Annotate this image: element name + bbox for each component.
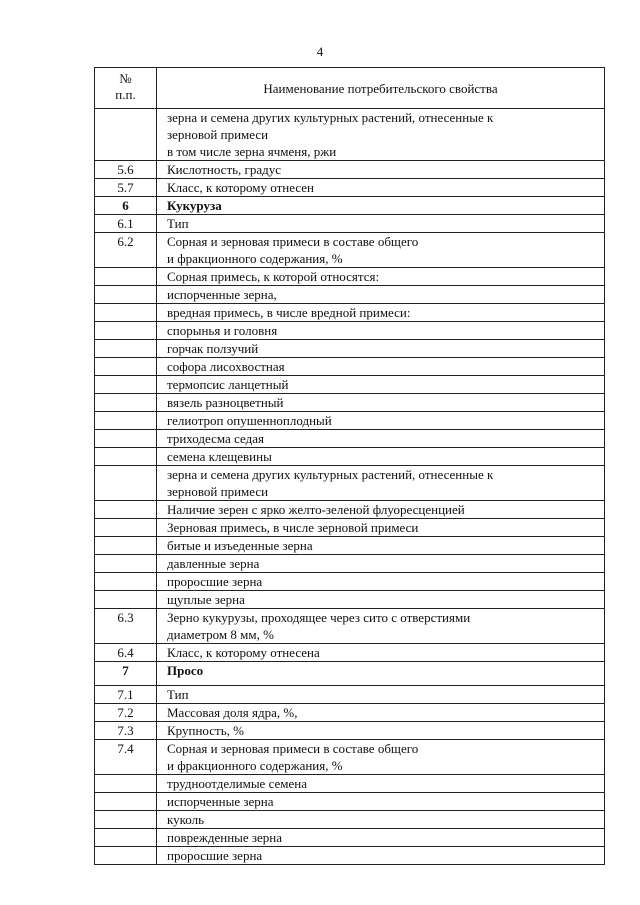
row-property-cell <box>157 775 605 793</box>
row-property-cell <box>157 430 605 448</box>
property-text-line: Просо <box>167 663 204 678</box>
row-number-cell: 6.3 <box>95 609 157 644</box>
property-text-line: гелиотроп опушенноплодный <box>167 413 332 428</box>
property-text-line: софора лисохвостная <box>167 359 285 374</box>
property-text-line: Сорная и зерновая примеси в составе общего <box>167 741 419 756</box>
row-number-cell <box>95 448 157 466</box>
row-property-cell <box>157 358 605 376</box>
table-row <box>95 322 605 340</box>
row-property-cell <box>157 662 605 686</box>
row-number-cell <box>95 793 157 811</box>
row-property-cell <box>157 591 605 609</box>
row-number-cell <box>95 519 157 537</box>
row-number-cell: 6.1 <box>95 215 157 233</box>
row-number-cell: 5.6 <box>95 161 157 179</box>
property-text-line: куколь <box>167 812 205 827</box>
property-text-line: Класс, к которому отнесена <box>167 645 320 660</box>
page-number: 4 <box>316 44 324 59</box>
row-property-cell <box>157 573 605 591</box>
row-property-cell <box>157 466 605 501</box>
table-row <box>95 233 605 268</box>
row-property-cell <box>157 376 605 394</box>
property-text-line: Тип <box>167 216 189 231</box>
property-text-line: давленные зерна <box>167 556 260 571</box>
row-number-cell <box>95 322 157 340</box>
property-text-line: проросшие зерна <box>167 574 263 589</box>
table-row <box>95 644 605 662</box>
row-property-cell <box>157 233 605 268</box>
row-number-cell: 5.7 <box>95 179 157 197</box>
table-row <box>95 847 605 865</box>
property-text-line: зерновой примеси <box>167 484 269 499</box>
table-row <box>95 573 605 591</box>
table-row <box>95 662 605 686</box>
row-number-cell: 6.4 <box>95 644 157 662</box>
property-text-line: поврежденные зерна <box>167 830 283 845</box>
row-number-cell <box>95 412 157 430</box>
property-text-line: зерновой примеси <box>167 127 269 142</box>
property-text-line: и фракционного содержания, % <box>167 251 343 266</box>
row-number-cell <box>95 573 157 591</box>
header-name-cell: Наименование потребительского свойства <box>157 68 605 109</box>
row-property-cell <box>157 161 605 179</box>
row-property-cell <box>157 519 605 537</box>
property-text-line: диаметром 8 мм, % <box>167 627 274 642</box>
table-row <box>95 215 605 233</box>
row-number-cell <box>95 358 157 376</box>
table-row <box>95 793 605 811</box>
row-property-cell <box>157 322 605 340</box>
row-number-cell <box>95 466 157 501</box>
property-text-line: в том числе зерна ячменя, ржи <box>167 144 337 159</box>
row-number-cell: 7.3 <box>95 722 157 740</box>
row-property-cell <box>157 811 605 829</box>
row-property-cell <box>157 109 605 161</box>
property-text-line: проросшие зерна <box>167 848 263 863</box>
properties-table <box>94 67 605 865</box>
row-number-cell <box>95 268 157 286</box>
property-text-line: и фракционного содержания, % <box>167 758 343 773</box>
row-property-cell <box>157 609 605 644</box>
row-property-cell <box>157 215 605 233</box>
table-row <box>95 537 605 555</box>
table-row <box>95 555 605 573</box>
table-row <box>95 304 605 322</box>
table-row <box>95 412 605 430</box>
property-text-line: Класс, к которому отнесен <box>167 180 314 195</box>
row-property-cell <box>157 179 605 197</box>
row-property-cell <box>157 829 605 847</box>
row-property-cell <box>157 286 605 304</box>
table-row <box>95 376 605 394</box>
property-text-line: спорынья и головня <box>167 323 278 338</box>
row-property-cell <box>157 304 605 322</box>
table-header-row <box>95 68 605 109</box>
table-row <box>95 161 605 179</box>
table-row <box>95 358 605 376</box>
table-row <box>95 340 605 358</box>
property-text-line: семена клещевины <box>167 449 272 464</box>
row-number-cell <box>95 829 157 847</box>
row-property-cell <box>157 722 605 740</box>
row-number-cell <box>95 109 157 161</box>
row-number-cell <box>95 501 157 519</box>
row-property-cell <box>157 340 605 358</box>
property-text-line: Зерно кукурузы, проходящее через сито с отверстиями <box>167 610 471 625</box>
table-row <box>95 179 605 197</box>
table-row <box>95 197 605 215</box>
table-row <box>95 829 605 847</box>
row-number-cell: 6.2 <box>95 233 157 268</box>
row-property-cell <box>157 847 605 865</box>
row-number-cell <box>95 430 157 448</box>
table-row <box>95 704 605 722</box>
row-number-cell <box>95 394 157 412</box>
property-text-line: горчак ползучий <box>167 341 259 356</box>
property-text-line: Массовая доля ядра, %, <box>167 705 298 720</box>
table-row <box>95 609 605 644</box>
row-property-cell <box>157 704 605 722</box>
row-property-cell <box>157 501 605 519</box>
table-row <box>95 811 605 829</box>
property-text-line: Сорная примесь, к которой относятся: <box>167 269 380 284</box>
row-property-cell <box>157 644 605 662</box>
table-row <box>95 394 605 412</box>
property-text-line: битые и изъеденные зерна <box>167 538 313 553</box>
table-row <box>95 722 605 740</box>
row-property-cell <box>157 268 605 286</box>
property-text-line: вязель разноцветный <box>167 395 284 410</box>
header-number-cell <box>95 68 157 109</box>
row-number-cell: 7.2 <box>95 704 157 722</box>
header-number-symbol: № <box>119 71 132 86</box>
row-number-cell: 7.1 <box>95 686 157 704</box>
row-property-cell <box>157 555 605 573</box>
row-number-cell: 7.4 <box>95 740 157 775</box>
row-property-cell <box>157 537 605 555</box>
row-number-cell <box>95 591 157 609</box>
table-row <box>95 430 605 448</box>
row-number-cell <box>95 537 157 555</box>
row-number-cell <box>95 847 157 865</box>
property-text-line: зерна и семена других культурных растений, отнесенные к <box>167 110 494 125</box>
table-row <box>95 519 605 537</box>
row-property-cell <box>157 740 605 775</box>
property-text-line: зерна и семена других культурных растений, отнесенные к <box>167 467 494 482</box>
row-number-cell <box>95 555 157 573</box>
table-row <box>95 775 605 793</box>
property-text-line: испорченные зерна, <box>167 287 277 302</box>
row-number-cell <box>95 376 157 394</box>
property-text-line: термопсис ланцетный <box>167 377 289 392</box>
property-text-line: трудноотделимые семена <box>167 776 307 791</box>
property-text-line: Зерновая примесь, в числе зерновой примеси <box>167 520 419 535</box>
table-row <box>95 740 605 775</box>
row-number-cell: 6 <box>95 197 157 215</box>
row-property-cell <box>157 686 605 704</box>
property-text-line: Сорная и зерновая примеси в составе общего <box>167 234 419 249</box>
table-row <box>95 109 605 161</box>
property-text-line: Тип <box>167 687 189 702</box>
property-text-line: испорченные зерна <box>167 794 274 809</box>
row-property-cell <box>157 448 605 466</box>
property-text-line: Наличие зерен с ярко желто-зеленой флуоресценцией <box>167 502 465 517</box>
row-property-cell <box>157 793 605 811</box>
row-property-cell <box>157 412 605 430</box>
row-number-cell: 7 <box>95 662 157 686</box>
property-text-line: вредная примесь, в числе вредной примеси: <box>167 305 411 320</box>
property-text-line: Кислотность, градус <box>167 162 282 177</box>
property-text-line: Кукуруза <box>167 198 222 213</box>
property-text-line: триходесма седая <box>167 431 264 446</box>
table-row <box>95 286 605 304</box>
table-row <box>95 448 605 466</box>
row-number-cell <box>95 340 157 358</box>
row-property-cell <box>157 394 605 412</box>
row-number-cell <box>95 304 157 322</box>
table-row <box>95 591 605 609</box>
table-body <box>95 109 605 865</box>
property-text-line: Крупность, % <box>167 723 244 738</box>
row-number-cell <box>95 775 157 793</box>
table-row <box>95 686 605 704</box>
property-text-line: щуплые зерна <box>167 592 245 607</box>
row-property-cell <box>157 197 605 215</box>
table-row <box>95 466 605 501</box>
header-number-abbrev: п.п. <box>115 87 136 102</box>
table-row <box>95 501 605 519</box>
row-number-cell <box>95 811 157 829</box>
row-number-cell <box>95 286 157 304</box>
table-row <box>95 268 605 286</box>
